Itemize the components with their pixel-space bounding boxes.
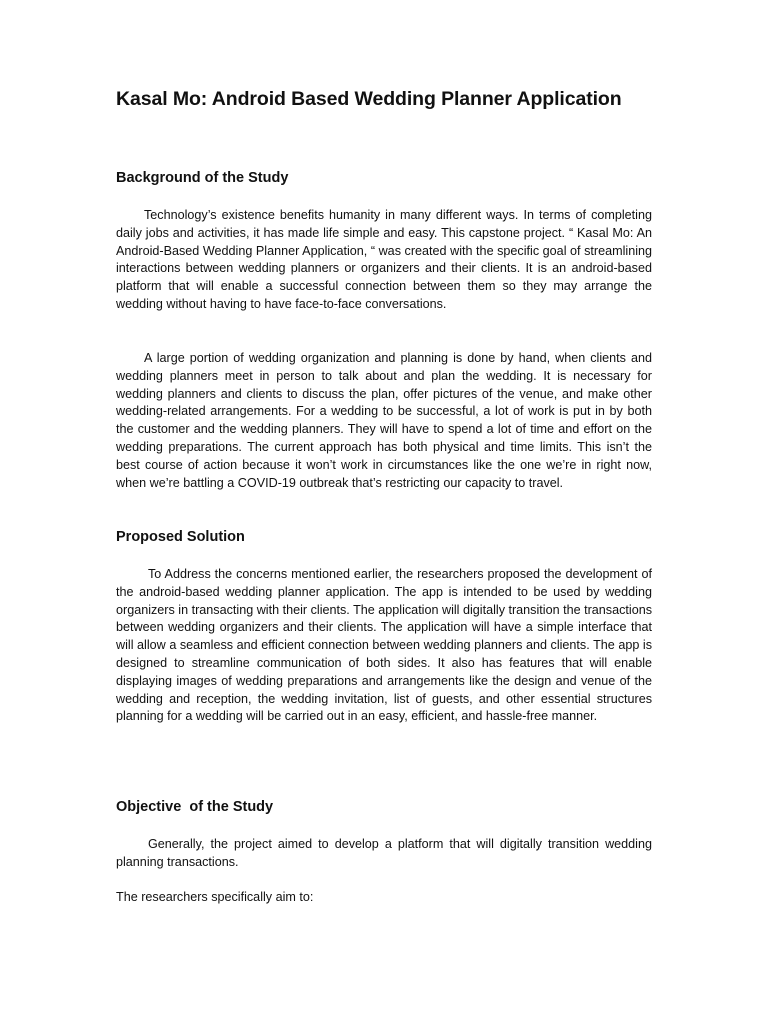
objective-aim-intro: The researchers specifically aim to:: [116, 890, 314, 904]
document-title: Kasal Mo: Android Based Wedding Planner Application: [116, 88, 622, 110]
proposed-solution-heading: Proposed Solution: [116, 529, 245, 545]
background-paragraph-2: A large portion of wedding organization and planning is done by hand, when clients and wedding planners meet in person to talk about and plan the wedding. It is necessary for wedding planners and clients to discuss the plan, offer pictures of the venue, and make other wedding-related arrangements. For a wedding to be successful, a lot of work is put in by both the customer and the wedding planners. They will have to spend a lot of time and effort on the wedding preparations. The current approach has both physical and time limits. This isn’t the best course of action because it won’t work in circumstances like the one we’re in right now, when we’re battling a COVID-19 outbreak that’s restricting our capacity to travel.: [116, 351, 652, 490]
proposed-solution-paragraph: To Address the concerns mentioned earlier, the researchers proposed the development of the android-based wedding planner application. The app is intended to be used by wedding organizers in transacting with their clients. The application will digitally transition the transactions between wedding organizers and their clients. The application will have a simple interface that will allow a seamless and efficient connection between wedding planners and clients. The app is designed to streamline communication of both sides. It also has features that will enable displaying images of wedding preparations and arrangements like the design and venue of the wedding and reception, the wedding invitation, list of guests, and other essential structures planning for a wedding will be carried out in an easy, efficient, and hassle-free manner.: [116, 567, 652, 724]
background-heading: Background of the Study: [116, 170, 289, 186]
objective-heading: Objective of the Study: [116, 799, 274, 815]
background-paragraph-1: Technology’s existence benefits humanity in many different ways. In terms of completing daily jobs and activities, it has made life simple and easy. This capstone project. “ Kasal Mo: An Android-Based Wedding Planner Application, “ was created with the specific goal of streamlining interactions between wedding planners or organizers and their clients. It is an android-based platform that will enable a successful connection between them so they may arrange the wedding without having to have face-to-face conversations.: [116, 208, 652, 311]
objective-paragraph: Generally, the project aimed to develop a platform that will digitally transition wedding planning transactions.: [116, 837, 652, 869]
